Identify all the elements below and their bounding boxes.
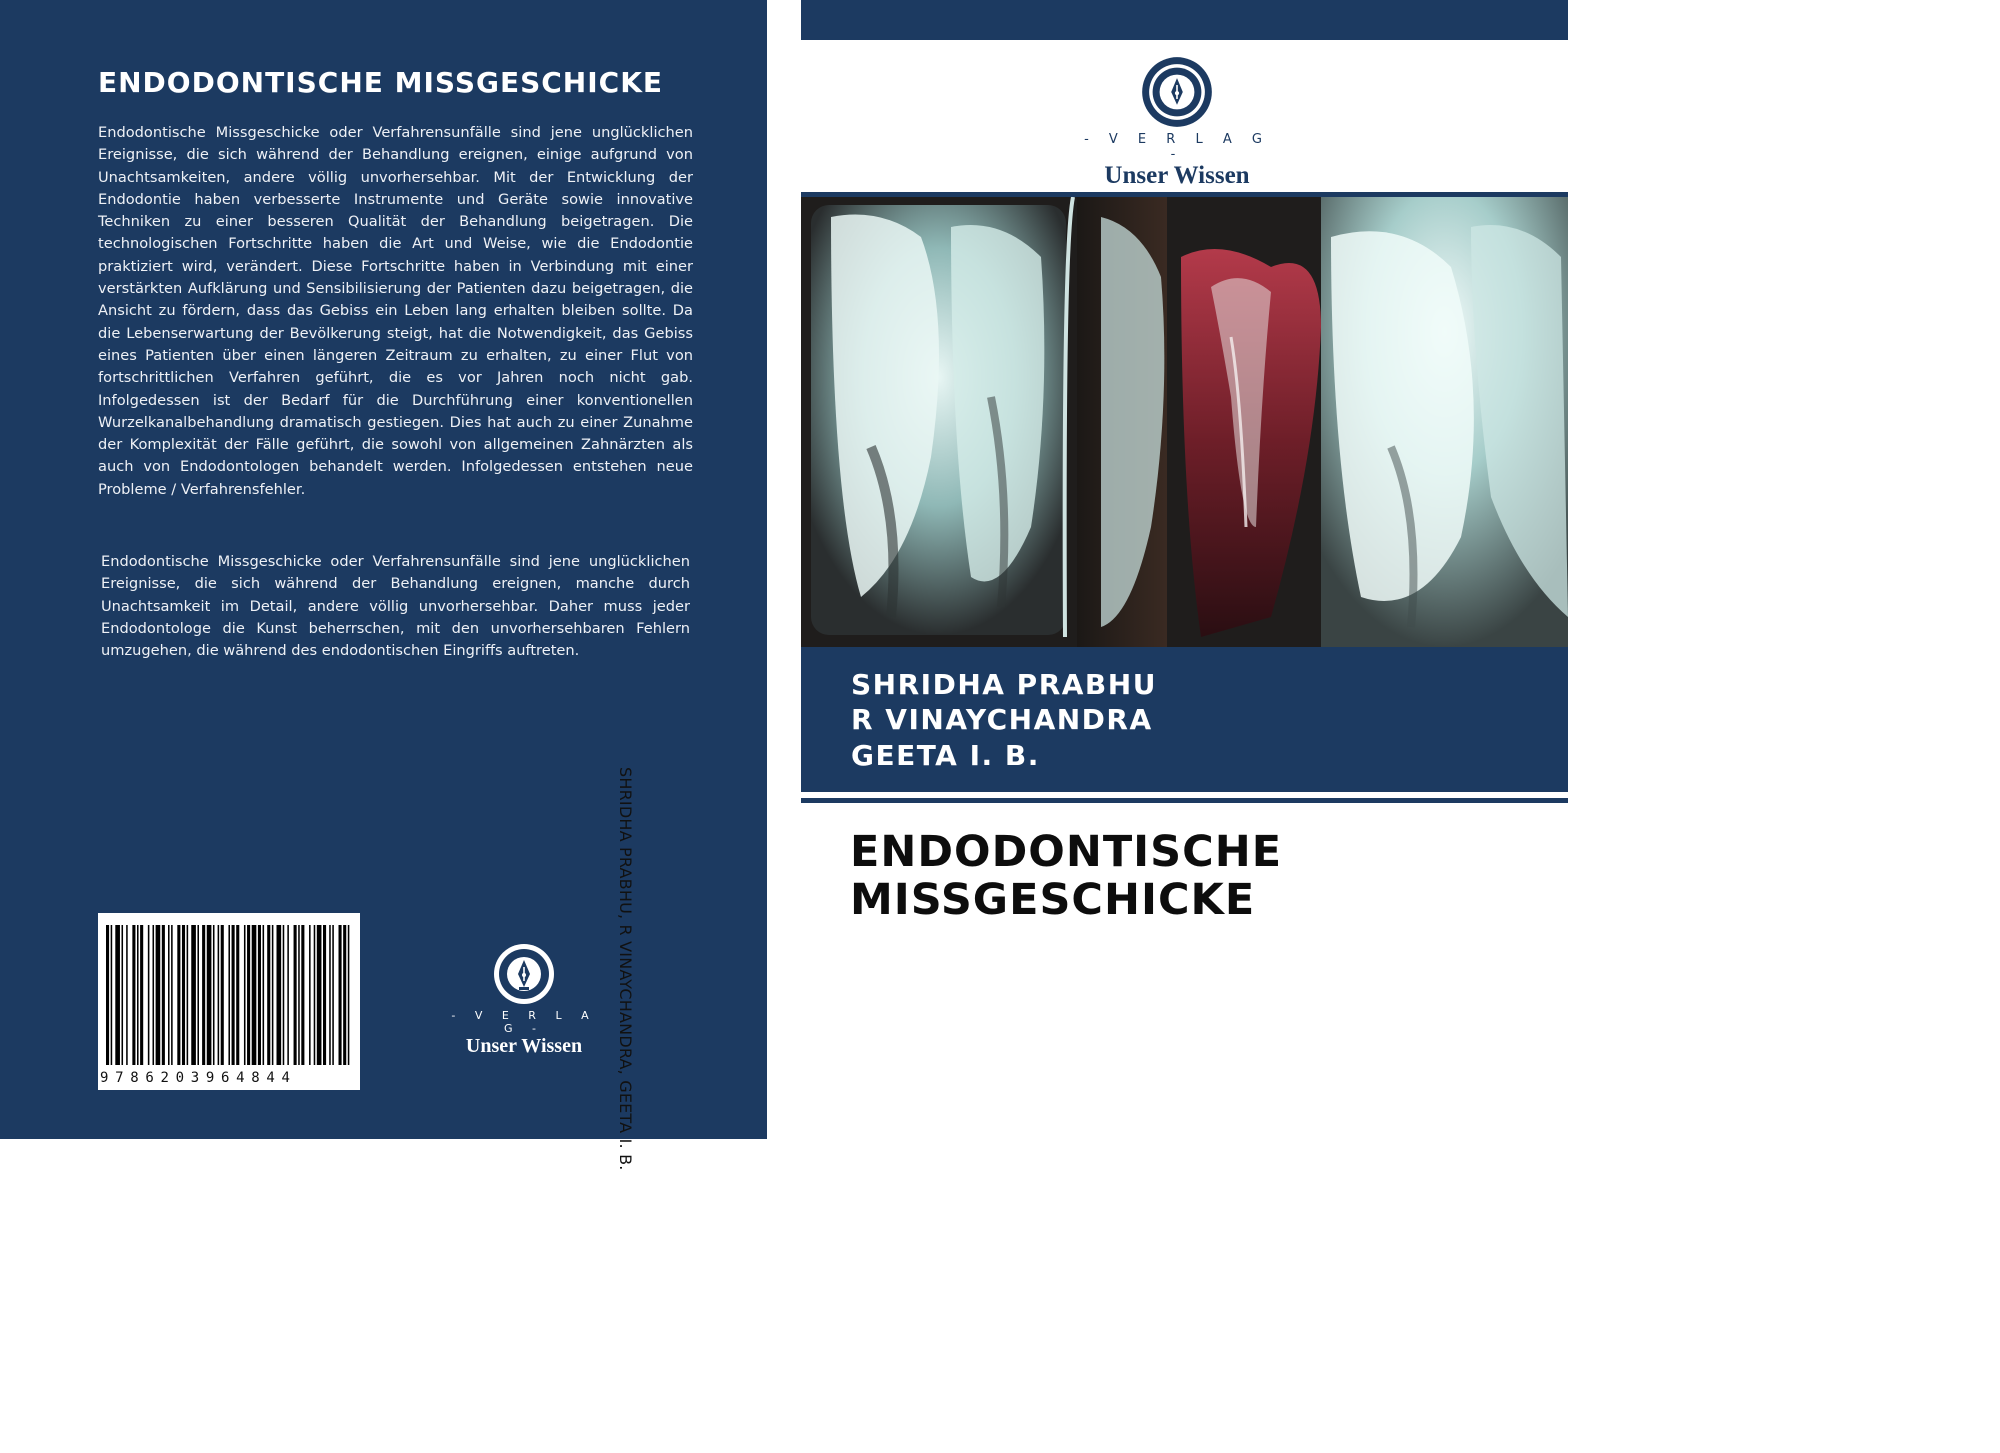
barcode-bar: [317, 925, 322, 1065]
author-name: SHRIDHA PRABHU: [851, 668, 1157, 701]
author-name: R VINAYCHANDRA: [851, 703, 1153, 736]
barcode-bar: [137, 925, 139, 1065]
barcode-bar: [106, 925, 109, 1065]
barcode-bar: [171, 925, 173, 1065]
barcode-bar: [332, 925, 334, 1065]
barcode-bar: [126, 925, 128, 1065]
barcode-bar: [329, 925, 331, 1065]
barcode-bar: [221, 925, 224, 1065]
barcode-bar: [283, 925, 285, 1065]
barcode-bar: [207, 925, 212, 1065]
barcode-bar: [272, 925, 274, 1065]
barcode-bar: [187, 925, 189, 1065]
barcode-bar: [228, 925, 230, 1065]
barcode-bar: [197, 925, 199, 1065]
publisher-name: Unser Wissen: [465, 1035, 583, 1057]
barcode-bar: [140, 925, 143, 1065]
publisher-verlag-label: - V E R L A G -: [1084, 132, 1270, 162]
front-cover-title-line-2: MISSGESCHICKE: [850, 875, 1256, 925]
barcode-bar: [244, 925, 246, 1065]
author-band: [801, 647, 1568, 792]
barcode-bar: [294, 925, 297, 1065]
barcode-bar: [348, 925, 350, 1065]
fountain-pen-nib-seal-icon: [493, 943, 555, 1005]
xray-image: [801, 197, 1568, 647]
spine: [767, 0, 801, 1139]
barcode-icon: [98, 913, 360, 1090]
publisher-name: Unser Wissen: [1104, 162, 1250, 189]
barcode-bar: [191, 925, 196, 1065]
barcode-bar: [177, 925, 180, 1065]
publisher-logo-back: [444, 943, 604, 1058]
barcode-bar: [258, 925, 261, 1065]
barcode-bar: [111, 925, 113, 1065]
barcode-bar: [153, 925, 155, 1065]
front-cover-rule-bottom: [801, 798, 1568, 803]
barcode-bar: [148, 925, 150, 1065]
barcode-bar: [132, 925, 135, 1065]
barcode-bar: [277, 925, 282, 1065]
barcode-bar: [267, 925, 270, 1065]
isbn-barcode: [98, 913, 360, 1090]
barcode-bar: [122, 925, 124, 1065]
barcode-bar: [182, 925, 185, 1065]
barcode-bar: [156, 925, 161, 1065]
front-cover-top-bar: [801, 0, 1568, 40]
barcode-bar: [298, 925, 300, 1065]
barcode-bar: [252, 925, 257, 1065]
back-cover-title: ENDODONTISCHE MISSGESCHICKE: [98, 66, 664, 99]
barcode-bar: [287, 925, 289, 1065]
spine-authors: SHRIDHA PRABHU, R VINAYCHANDRA, GEETA I. B.: [616, 767, 635, 1171]
barcode-bar: [343, 925, 346, 1065]
barcode-bar: [162, 925, 165, 1065]
back-cover: [0, 0, 767, 1139]
barcode-bar: [168, 925, 170, 1065]
back-cover-blurb-1: Endodontische Missgeschicke oder Verfahrensunfälle sind jene unglücklichen Ereignisse, die sich während der Behandlung ereignen, einige aufgrund von Unachtsamkeiten, andere völlig unvorhersehbar. Mit der Entwicklung der Endodontie haben verbesserte Instrumente und Geräte sowie innovative Techniken zu einer besseren Qualität der Behandlung beigetragen. Die technologischen Fortschritte haben die Art und Weise, wie die Endodontie praktiziert wird, verändert. Diese Fortschritte haben in Verbindung mit einer verstärkten Aufklärung und Sensibilisierung der Patienten dazu beigetragen, die Ansicht zu fördern, dass das Gebiss ein Leben lang erhalten bleiben sollte. Da die Lebenserwartung der Bevölkerung steigt, hat die Notwendigkeit, das Gebiss eines Patienten über einen längeren Zeitraum zu erhalten, zu einer Flut von fortschrittlichen Verfahren geführt, die es vor Jahren noch nicht gab. Infolgedessen ist der Bedarf für die Durchführung einer konventionellen Wurzelkanalbehandlung dramatisch gestiegen. Dies hat auch zu einer Zunahme der Komplexität der Fälle geführt, die sowohl von allgemeinen Zahnärzten als auch von Endodontologen behandelt werden. Infolgedessen entstehen neue Probleme / Verfahrensfehler.: [98, 124, 693, 498]
barcode-bar: [232, 925, 235, 1065]
back-cover-blurb-2: Endodontische Missgeschicke oder Verfahrensunfälle sind jene unglücklichen Ereignisse, die sich während der Behandlung ereignen, manche durch Unachtsamkeit im Detail, andere völlig unvorhersehbar. Daher muss jeder Endodontologe die Kunst beherrschen, mit den unvorhersehbaren Fehlern umzugehen, die während des endodontischen Eingriffs auftreten.: [101, 553, 690, 660]
barcode-bar: [236, 925, 239, 1065]
barcode-bar: [213, 925, 215, 1065]
barcode-bar: [263, 925, 265, 1065]
barcode-bar: [301, 925, 304, 1065]
barcode-bar: [202, 925, 205, 1065]
barcode-bar: [309, 925, 311, 1065]
dental-xray-photo: [801, 197, 1568, 647]
publisher-verlag-label: - V E R L A G -: [451, 1009, 597, 1035]
barcode-bar: [323, 925, 326, 1065]
barcode-bar: [339, 925, 342, 1065]
front-cover-title: [850, 828, 1550, 924]
publisher-logo-front: [1077, 56, 1277, 190]
barcode-digits: 9786203964844: [100, 1070, 297, 1086]
barcode-bar: [218, 925, 220, 1065]
barcode-bar: [247, 925, 250, 1065]
front-cover-title-line-1: ENDODONTISCHE: [850, 827, 1283, 877]
author-name: GEETA I. B.: [851, 739, 1040, 772]
fountain-pen-nib-seal-icon: [1141, 56, 1213, 128]
barcode-bar: [314, 925, 316, 1065]
barcode-bar: [115, 925, 120, 1065]
